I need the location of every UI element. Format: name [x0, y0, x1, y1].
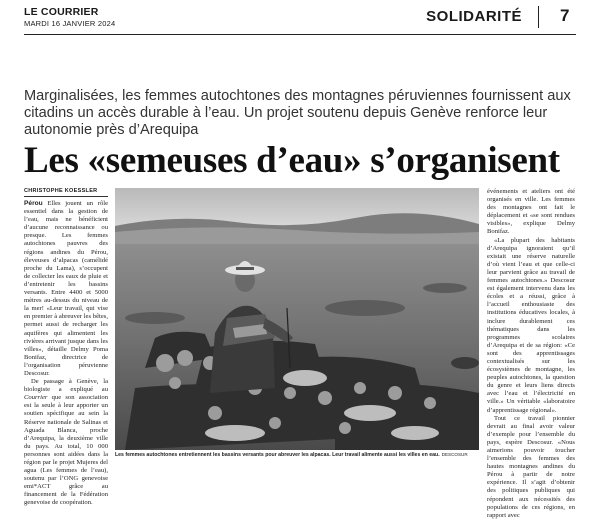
header-rule — [24, 34, 576, 35]
newspaper-name: Courrier — [24, 394, 48, 402]
paragraph: événements et ateliers ont été organisés en ville. Les femmes des montagnes ont fait le déplacement et «se sont rendues visibles», explique Delmy Bonifaz. — [487, 188, 575, 236]
photo-caption — [115, 452, 479, 458]
masthead — [24, 6, 115, 28]
section-title: SOLIDARITÉ — [426, 8, 522, 25]
paragraph-text: De passage à Genève, la biologiste a expliqué au — [24, 378, 108, 394]
photo-image — [115, 188, 479, 450]
paragraph-text: que son association est la seule à leur apporter un soutien spécifique au sein la Réserve nationale de Salinas et Aguada Blanca, proche d’Arequipa, la deuxième ville du pays. Au total, 10 000 personnes sont aidées dans la région par le projet Mujeres del agua (Les femmes de l’eau), soutenu par l’ONG genevoise emi*ACT grâce au financement de la Fédération genevoise de coopération. — [24, 394, 108, 507]
paragraph — [24, 200, 108, 378]
byline-rule — [24, 196, 108, 197]
paragraph: Tout ce travail pionnier devrait au final avoir valeur d’exemple pour l’ensemble du pays, espère Descosur. «Nous aimerions pouvoir toucher l’ensemble des femmes des hautes montagnes andines du Pérou à partir de notre expérience. Il s’agit d’obtenir des politiques publiques qui répondent aux nécessités des populations de ces régions, en rapport avec — [487, 414, 575, 519]
dateline: Pérou — [24, 200, 43, 207]
photo-credit: DESCOSUR — [441, 452, 468, 457]
publication-name: LE COURRIER — [24, 6, 99, 18]
paragraph — [24, 378, 108, 508]
caption-text: Les femmes autochtones entretiennent les bassins versants pour abreuver les alpacas. Leur travail alimente aussi les villes en eau. — [115, 452, 440, 458]
page-number: 7 — [560, 6, 570, 25]
paragraph-text: Elles jouent un rôle essentiel dans la gestion de l’eau, mais ne bénéficient d’aucune reconnaissance ou presque. Les femmes autochtones pauvres des régions andines du Pérou, éleveuses d’alpacas (camélidé proche du Lama), s’occupent de collecter les eaux de pluie et d’entretenir les bassins versants. Entre 4400 et 5000 mètres au-dessus du niveau de la mer! «Leur travail, qui vise en premier à abreuver les bêtes, permet aussi de recharger les aquifères qui alimentent les rivières arrivant jusque dans les villes», détaille Delmy Poma Bonifaz, directrice de l’organisation péruvienne Descosur. — [24, 200, 108, 377]
article-column-right — [487, 188, 575, 519]
article-headline: Les «semeuses d’eau» s’organisent — [24, 140, 560, 181]
article-photo — [115, 188, 479, 450]
paragraph: «La plupart des habitants d’Arequipa ignoraient qu’il existait une réserve naturelle d’où vient l’eau et que celle-ci leur parvient grâce au travail de femmes autochtones.» Descosur est également intervenu dans les écoles et a réussi, grâce à l’accueil enthousiaste des institutions éducatives locales, à inclure durablement ces thématiques dans les programmes scolaires d’Arequipa et de sa région: «Ce sont des apprentissages contextualisés sur les écosystèmes de montagne, les peuples autochtones, la question du genre et leurs liens directs avec l’eau et l’électricité en ville.» Un véritable «laboratoire d’apprentissage régional». — [487, 236, 575, 414]
article-lede: Marginalisées, les femmes autochtones des montagnes péruviennes fournissent aux citadins un accès durable à l’eau. Un projet soutenu depuis Genève renforce leur autonomie près d’Arequipa — [24, 88, 571, 138]
article-column-left — [24, 200, 108, 507]
byline: CHRISTOPHE KOESSLER — [24, 188, 98, 194]
issue-date: MARDI 16 JANVIER 2024 — [24, 19, 116, 28]
header-divider — [538, 6, 539, 28]
